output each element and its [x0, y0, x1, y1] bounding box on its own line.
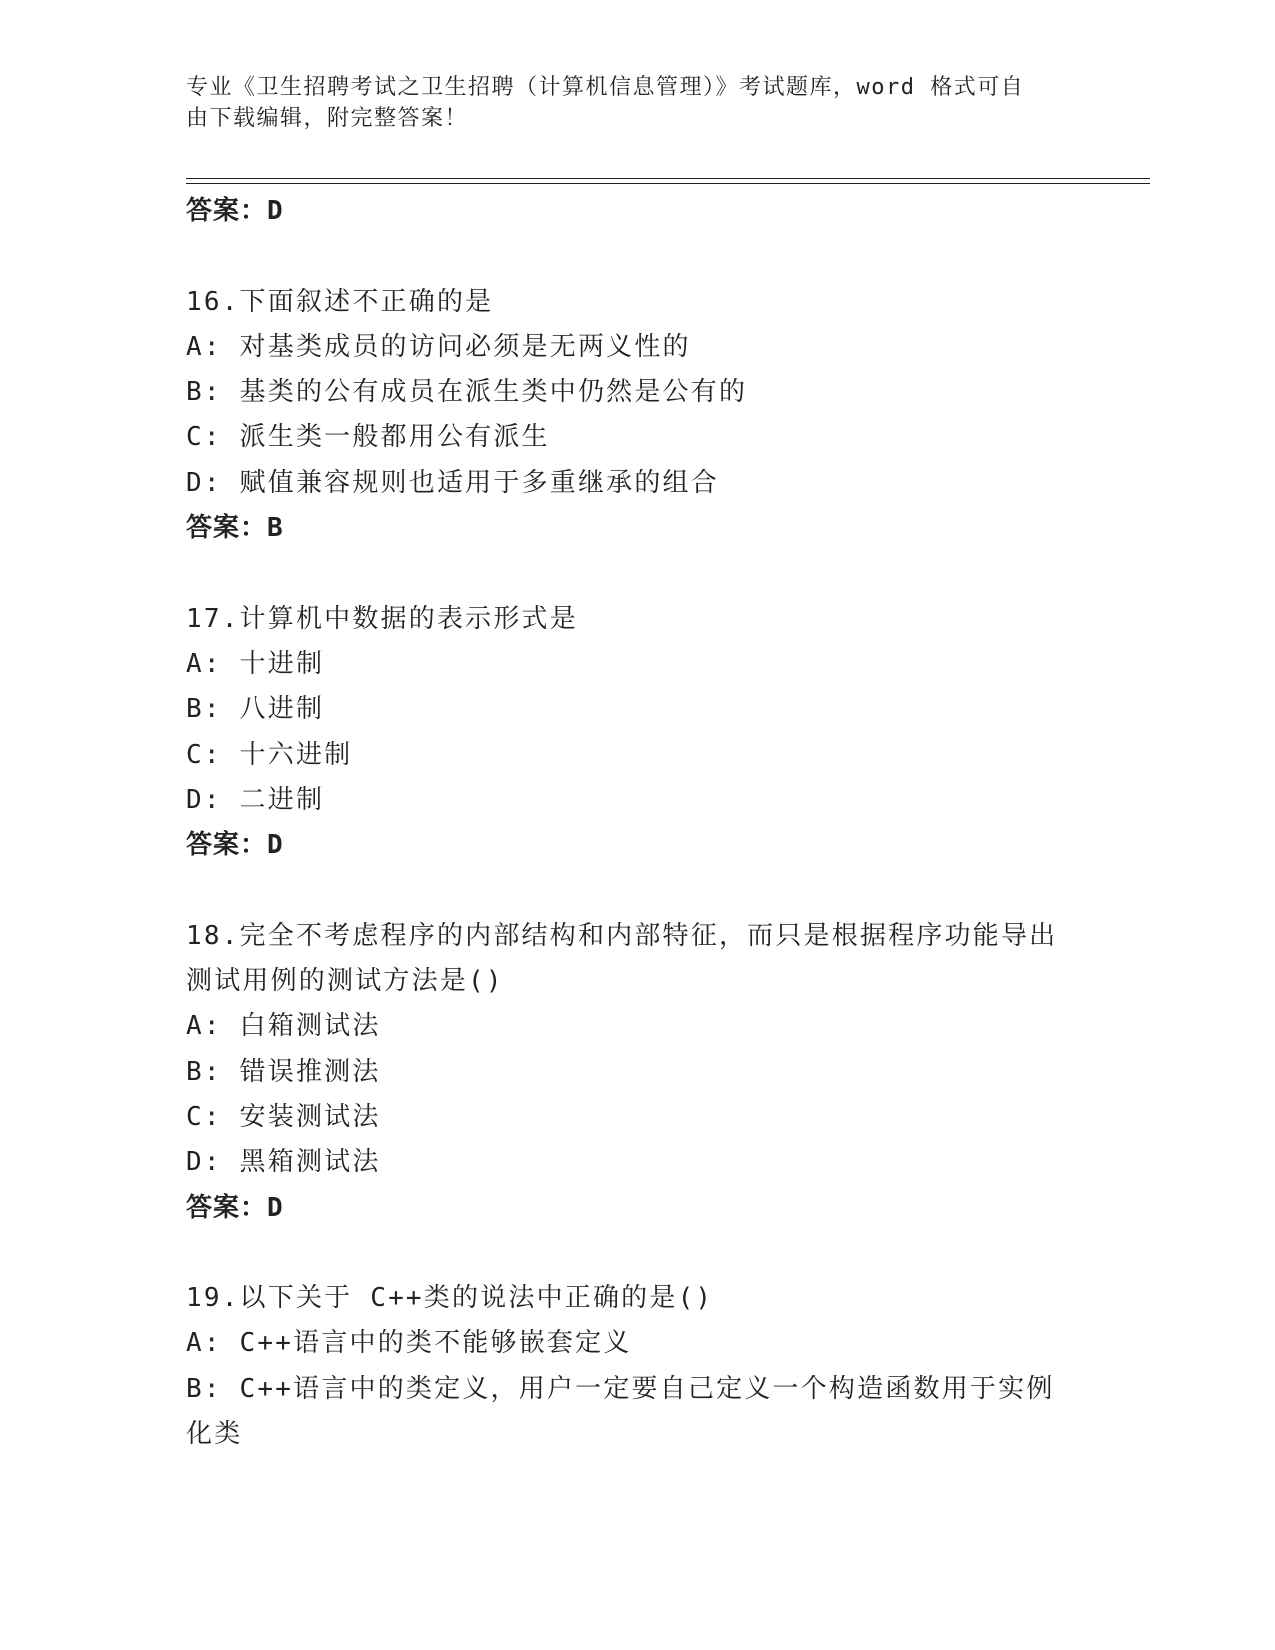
question-stem-line-1: 18.完全不考虑程序的内部结构和内部特征，而只是根据程序功能导出	[186, 920, 1058, 951]
header-divider-top	[186, 178, 1150, 179]
option-d: D: 二进制	[186, 784, 325, 815]
spacer	[186, 868, 1086, 913]
option-d: D: 黑箱测试法	[186, 1147, 381, 1178]
answer-label: 答案：	[186, 513, 268, 544]
option-c: C: 派生类一般都用公有派生	[186, 422, 550, 453]
answer-value: D	[267, 1192, 284, 1223]
option-b: B: 错误推测法	[186, 1056, 381, 1087]
spacer	[186, 234, 1086, 279]
option-c: C: 十六进制	[186, 739, 353, 770]
header-divider-bottom	[186, 183, 1150, 184]
question-stem-line-2: 测试用例的测试方法是()	[186, 966, 504, 997]
option-a: A: 对基类成员的访问必须是无两义性的	[186, 331, 691, 362]
option-d: D: 赋值兼容规则也适用于多重继承的组合	[186, 467, 719, 498]
answer-line	[186, 506, 1086, 551]
option-a: A: 白箱测试法	[186, 1011, 381, 1042]
question-stem: 19.以下关于 C++类的说法中正确的是()	[186, 1283, 714, 1314]
answer-value: B	[267, 513, 284, 544]
option-b-line-2: 化类	[186, 1419, 243, 1450]
option-b: B: 基类的公有成员在派生类中仍然是公有的	[186, 377, 748, 408]
answer-line	[186, 1186, 1086, 1231]
answer-line	[186, 189, 1086, 234]
answer-label: 答案：	[186, 830, 268, 861]
question-stem: 16.下面叙述不正确的是	[186, 286, 494, 317]
answer-value: D	[267, 830, 284, 861]
question-list	[186, 189, 1086, 1457]
answer-label: 答案：	[186, 196, 268, 226]
answer-label: 答案：	[186, 1192, 268, 1223]
answer-value: D	[267, 196, 284, 226]
option-b: B: 八进制	[186, 694, 325, 725]
option-a: A: 十进制	[186, 648, 325, 679]
document-header	[186, 72, 1066, 134]
spacer	[186, 551, 1086, 596]
option-c: C: 安装测试法	[186, 1101, 381, 1132]
spacer	[186, 1231, 1086, 1276]
header-line-1: 专业《卫生招聘考试之卫生招聘（计算机信息管理）》考试题库，word 格式可自	[186, 75, 1025, 100]
question-stem: 17.计算机中数据的表示形式是	[186, 603, 578, 634]
option-a: A: C++语言中的类不能够嵌套定义	[186, 1328, 632, 1359]
answer-line	[186, 823, 1086, 868]
header-line-2: 由下载编辑，附完整答案！	[186, 106, 469, 131]
option-b-line-1: B: C++语言中的类定义，用户一定要自己定义一个构造函数用于实例	[186, 1373, 1055, 1404]
